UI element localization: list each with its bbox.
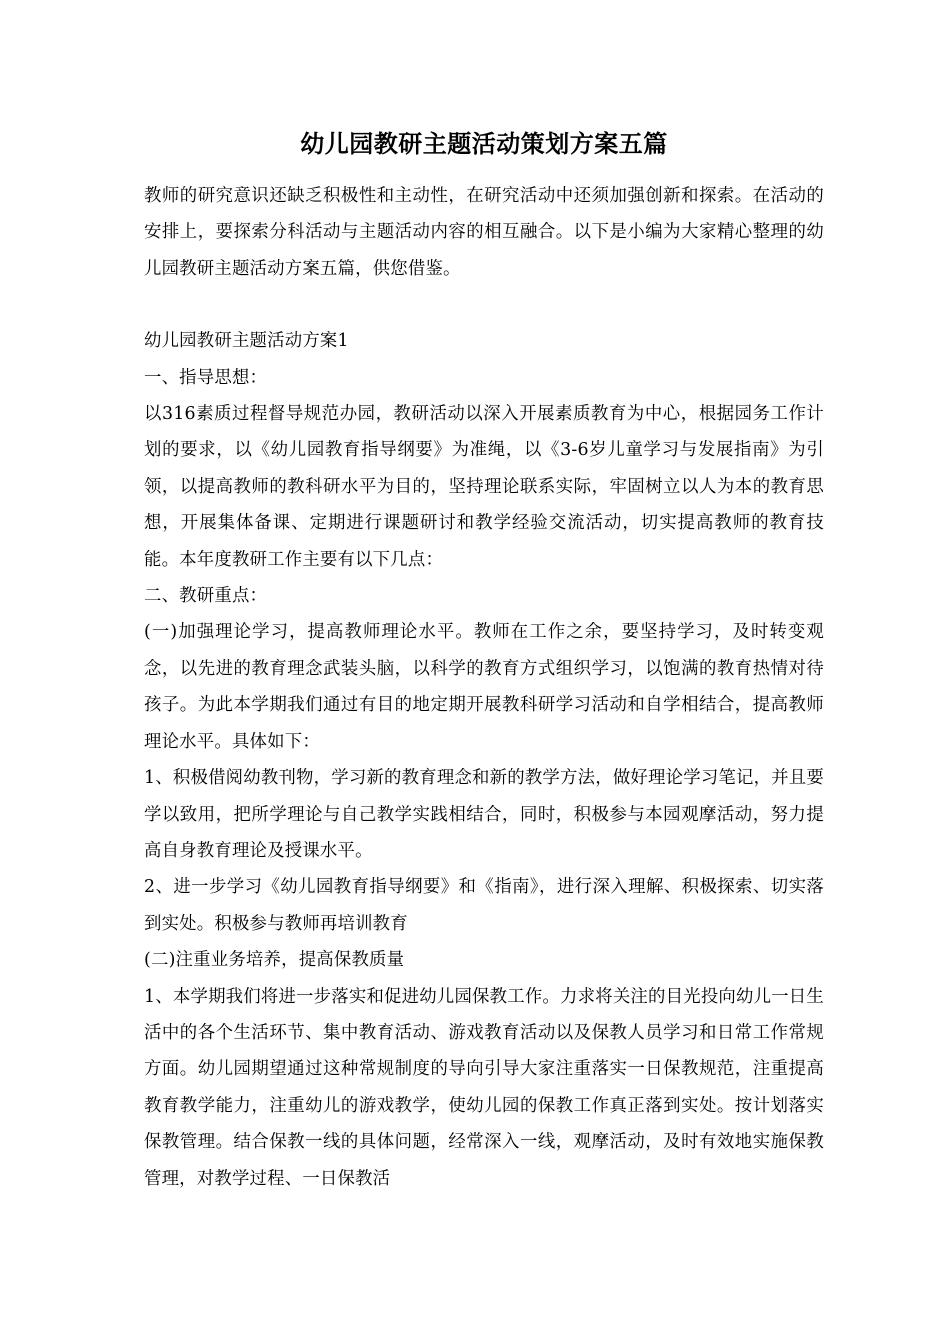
body-paragraph: (一)加强理论学习，提高教师理论水平。教师在工作之余，要坚持学习，及时转变观念，以先进的教育理念武装头脑，以科学的教育方式组织学习，以饱满的教育热情对待孩子。为此本学期我们通过有目的地定期开展教科研学习活动和自学相结合，提高教师理论水平。具体如下： <box>144 622 824 752</box>
body-paragraph: 以316素质过程督导规范办园，教研活动以深入开展素质教育为中心，根据园务工作计划的要求，以《幼儿园教育指导纲要》为准绳，以《3-6岁儿童学习与发展指南》为引领，以提高教师的教科研水平为目的，坚持理论联系实际，牢固树立以人为本的教育思想，开展集体备课、定期进行课题研讨和教学经验交流活动，切实提高教师的教育技能。本年度教研工作主要有以下几点： <box>144 404 824 570</box>
paragraph-spacer <box>144 287 824 323</box>
section-heading-plan-1: 幼儿园教研主题活动方案1 <box>144 331 349 352</box>
list-item: 1、积极借阅幼教刊物，学习新的教育理念和新的教学方法，做好理论学习笔记，并且要学以致用，把所学理论与自己教学实践相结合，同时，积极参与本园观摩活动，努力提高自身教育理论及授课水平。 <box>144 768 824 861</box>
subsection-heading: (二)注重业务培养，提高保教质量 <box>144 950 405 971</box>
document-title: 幼儿园教研主题活动策划方案五篇 <box>300 129 668 158</box>
list-item: 1、本学期我们将进一步落实和促进幼儿园保教工作。力求将关注的目光投向幼儿一日生活中的各个生活环节、集中教育活动、游戏教育活动以及保教人员学习和日常工作常规方面。幼儿园期望通过这种常规制度的导向引导大家注重落实一日保教规范，注重提高教育教学能力，注重幼儿的游戏教学，使幼儿园的保教工作真正落到实处。按计划落实保教管理。结合保教一线的具体问题，经常深入一线，观摩活动，及时有效地实施保教管理，对教学过程、一日保教活 <box>144 986 824 1189</box>
list-item: 2、进一步学习《幼儿园教育指导纲要》和《指南》，进行深入理解、积极探索、切实落到实处。积极参与教师再培训教育 <box>144 877 824 934</box>
intro-paragraph: 教师的研究意识还缺乏积极性和主动性，在研究活动中还须加强创新和探索。在活动的安排上，要探索分科活动与主题活动内容的相互融合。以下是小编为大家精心整理的幼儿园教研主题活动方案五篇，供您借鉴。 <box>144 186 824 279</box>
section-heading-research-focus: 二、教研重点： <box>144 586 268 607</box>
section-heading-guiding-thought: 一、指导思想： <box>144 367 268 388</box>
document-page <box>144 124 824 1197</box>
